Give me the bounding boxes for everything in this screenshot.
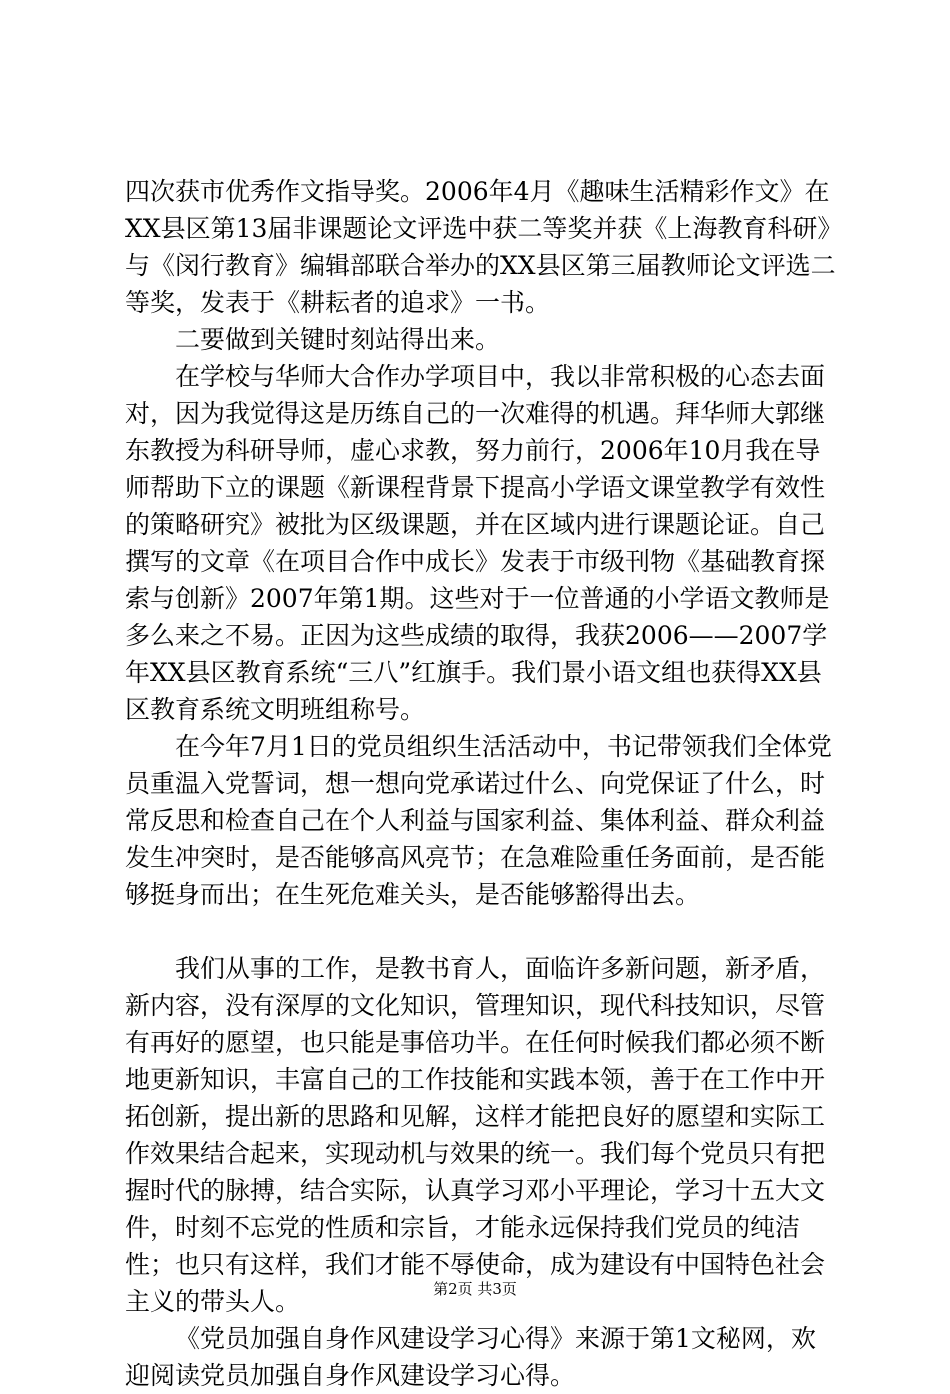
- paragraph-party-activity: 在今年7月1日的党员组织生活活动中，书记带领我们全体党员重温入党誓词，想一想向党承诺过什么、向党保证了什么，时常反思和检查自己在个人利益与国家利益、集体利益、群众利益发生冲突时，是否能够高风亮节；在急难险重任务面前，是否能够挺身而出；在生死危难关头，是否能够豁得出去。: [125, 732, 832, 909]
- paragraph-research-project: 在学校与华师大合作办学项目中，我以非常积极的心态去面对，因为我觉得这是历练自己的一次难得的机遇。拜华师大郭继东教授为科研导师，虚心求教，努力前行，2006年10月我在导师帮助下立的课题《新课程背景下提高小学语文课堂教学有效性的策略研究》被批为区级课题，并在区域内进行课题论证。自己撰写的文章《在项目合作中成长》发表于市级刊物《基础教育探索与创新》2007年第1期。这些对于一位普通的小学语文教师是多么来之不易。正因为这些成绩的取得，我获2006——2007学年XX县区教育系统“三八”红旗手。我们景小语文组也获得XX县区教育系统文明班组称号。: [125, 362, 830, 724]
- paragraph-continuous-learning: 我们从事的工作，是教书育人，面临许多新问题，新矛盾，新内容，没有深厚的文化知识，管理知识，现代科技知识，尽管有再好的愿望，也只能是事倍功半。在任何时候我们都必须不断地更新知识，丰富自己的工作技能和实践本领，善于在工作中开拓创新，提出新的思路和见解，这样才能把良好的愿望和实际工作效果结合起来，实现动机与效果的统一。我们每个党员只有把握时代的脉搏，结合实际，认真学习邓小平理论，学习十五大文件，时刻不忘党的性质和宗旨，才能永远保持我们党员的纯洁性；也只有这样，我们才能不辱使命，成为建设有中国特色社会主义的带头人。: [125, 954, 826, 1316]
- page-number-footer: 第2页 共3页: [433, 1280, 517, 1298]
- paragraph-source-note: 《党员加强自身作风建设学习心得》来源于第1文秘网，欢迎阅读党员加强自身作风建设学习心得。: [125, 1324, 816, 1390]
- paragraph-spacer: [125, 913, 837, 950]
- paragraph-heading-key-moments: 二要做到关键时刻站得出来。: [175, 325, 501, 354]
- paragraph-award-summary: 四次获市优秀作文指导奖。2006年4月《趣味生活精彩作文》在XX县区第13届非课题论文评选中获二等奖并获《上海教育科研》与《闵行教育》编辑部联合举办的XX县区第三届教师论文评选二等奖，发表于《耕耘者的追求》一书。: [125, 177, 836, 317]
- document-body: [125, 173, 837, 1394]
